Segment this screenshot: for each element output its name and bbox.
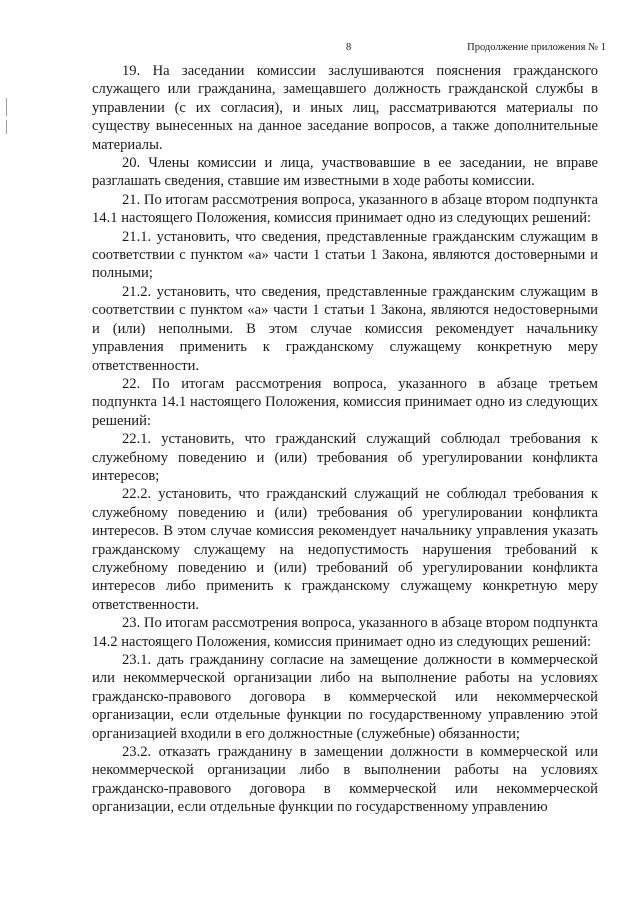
paragraph-22-2: 22.2. установить, что гражданский служащий не соблюдал требования к служебному поведению и (или) требования об урегулировании конфликта интересов. В этом случае комиссия рекомендует начальнику управления указать гражданскому служащему на недопустимость нарушения требований к служебному поведению и (или) требований об урегулировании конфликта интересов либо применить к гражданскому служащему конкретную меру ответственности. bbox=[92, 486, 598, 613]
paragraph-21-2: 21.2. установить, что сведения, представленные гражданским служащим в соответствии с пунктом «а» части 1 статьи 1 Закона, являются недостоверными и (или) неполными. В этом случае комиссия рекомендует начальнику управления применить к гражданскому служащему конкретную меру ответственности. bbox=[92, 283, 598, 374]
page-number: 8 bbox=[346, 42, 352, 53]
appendix-note: Продолжение приложения № 1 bbox=[467, 42, 606, 53]
paragraph-22-1: 22.1. установить, что гражданский служащий соблюдал требования к служебному поведению и (или) требования об урегулировании конфликта интересов; bbox=[92, 431, 598, 484]
paragraph-23: 23. По итогам рассмотрения вопроса, указанного в абзаце втором подпункта 14.2 настоящего Положения, комиссия принимает одно из следующих решений: bbox=[92, 615, 598, 650]
margin-mark bbox=[6, 120, 7, 134]
paragraph-23-2: 23.2. отказать гражданину в замещении должности в коммерческой или некоммерческой организации либо в выполнении работы на условиях гражданско-правового договора в коммерческой или некоммерческой организации, если отдельные функции по государственному управлению bbox=[92, 744, 598, 816]
paragraph-21: 21. По итогам рассмотрения вопроса, указанного в абзаце втором подпункта 14.1 настоящего Положения, комиссия принимает одно из следующих решений: bbox=[92, 191, 598, 227]
paragraph-19: 19. На заседании комиссии заслушиваются пояснения гражданского служащего или гражданина, замещавшего должность гражданской службы в управлении (с их согласия), и иных лиц, рассматриваются материалы по существу вынесенных на данное заседание вопросов, а также дополнительные материалы. bbox=[92, 63, 598, 153]
page-header bbox=[0, 42, 640, 56]
paragraph-22: 22. По итогам рассмотрения вопроса, указанного в абзаце третьем подпункта 14.1 настоящего Положения, комиссия принимает одно из следующих решений: bbox=[92, 375, 598, 429]
margin-mark bbox=[6, 98, 7, 116]
paragraph-21-1: 21.1. установить, что сведения, представленные гражданским служащим в соответствии с пунктом «а» части 1 статьи 1 Закона, являются достоверными и полными; bbox=[92, 228, 598, 282]
paragraph-23-1: 23.1. дать гражданину согласие на замещение должности в коммерческой или некоммерческой организации либо на выполнение работы на условиях гражданско-правового договора в коммерческой или некоммерческой организации, если отдельные функции по государственному управлению этой организацией входили в его должностные (служебные) обязанности; bbox=[92, 652, 598, 742]
paragraph-20: 20. Члены комиссии и лица, участвовавшие в ее заседании, не вправе разглашать сведения, ставшие им известными в ходе работы комиссии. bbox=[92, 155, 598, 190]
document-body bbox=[92, 62, 598, 817]
